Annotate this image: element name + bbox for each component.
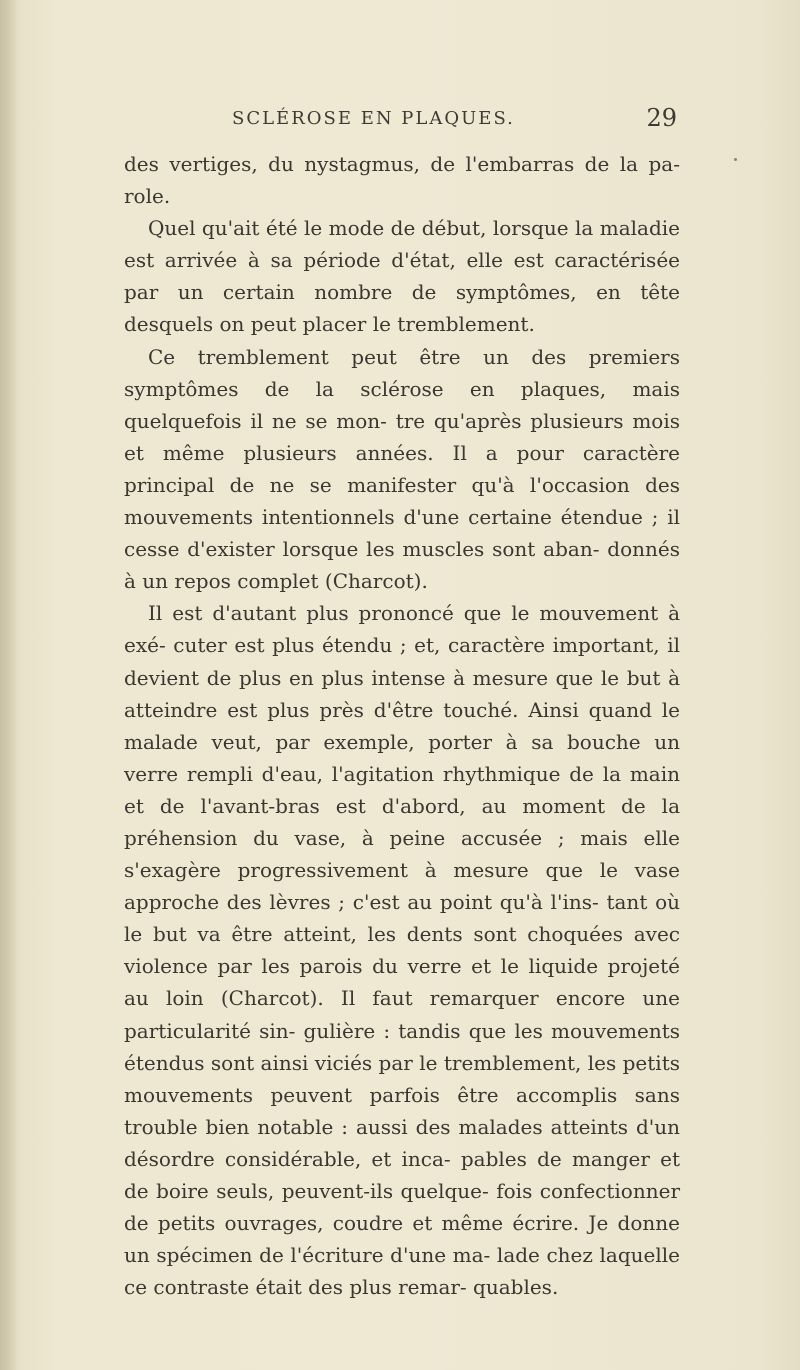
paragraph: Quel qu'ait été le mode de début, lorsque la maladie est arrivée à sa période d'état, elle est caractérisée par un certain nombre de symptômes, en tête desquels on peut placer le tremblement. (124, 216, 680, 337)
paragraph: Ce tremblement peut être un des premiers symptômes de la sclérose en plaques, mais quelquefois il ne se mon- tre qu'après plusieurs mois et même plusieurs années. Il a pour caractère principal de ne se manifester qu'à l'occasion des mouvements intentionnels d'une certaine étendue ; il cesse d'exister lorsque les muscles sont aban- donnés à un repos complet (Charcot). (124, 344, 680, 594)
page-header (117, 104, 677, 136)
body-text (124, 148, 680, 1303)
page-number: 29 (646, 104, 677, 132)
binding-gutter (0, 0, 18, 1370)
running-title: SCLÉROSE EN PLAQUES. (232, 108, 515, 129)
paragraph: des vertiges, du nystagmus, de l'embarras de la pa- role. (124, 152, 680, 209)
paper-speck (734, 158, 737, 161)
paragraph: Il est d'autant plus prononcé que le mouvement à exé- cuter est plus étendu ; et, caractère important, il devient de plus en plus intense à mesure que le but à atteindre est plus près d'être touché. Ainsi quand le malade veut, par exemple, porter à sa bouche un verre rempli d'eau, l'agitation rhythmique de la main et de l'avant-bras est d'abord, au moment de la préhension du vase, à peine accusée ; mais elle s'exagère progressivement à mesure que le vase approche des lèvres ; c'est au point qu'à l'ins- tant où le but va être atteint, les dents sont choquées avec violence par les parois du verre et le liquide projeté au loin (Charcot). Il faut remarquer encore une particularité sin- gulière : tandis que les mouvements étendus sont ainsi viciés par le tremblement, les petits mouvements peuvent parfois être accomplis sans trouble bien notable : aussi des malades atteints d'un désordre considérable, et inca- pables de manger et de boire seuls, peuvent-ils quelque- fois confectionner de petits ouvrages, coudre et même écrire. Je donne un spécimen de l'écriture d'une ma- lade chez laquelle ce contraste était des plus remar- quables. (124, 601, 680, 1300)
